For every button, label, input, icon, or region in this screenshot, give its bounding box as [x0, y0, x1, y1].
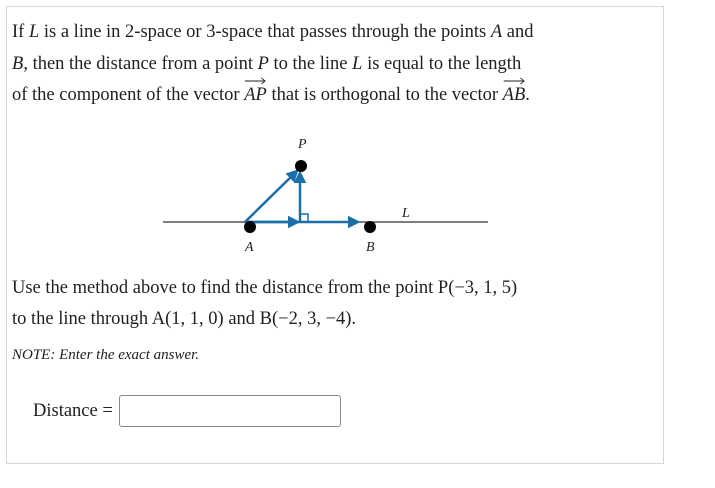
intro-line-1: If L is a line in 2-space or 3-space that passes through the points A and [12, 22, 534, 42]
intro-line-3: of the component of the vector AP that is orthogonal to the vector AB. [12, 80, 662, 112]
vector-ap: AP [244, 80, 267, 112]
distance-input[interactable] [119, 395, 341, 427]
vector-AP-arrow [245, 171, 297, 222]
vector-arrow-icon [503, 77, 526, 85]
intro-text [12, 17, 662, 112]
label-B: B [366, 240, 375, 255]
intro-line-2: B, then the distance from a point P to the line L is equal to the length [12, 53, 522, 74]
point-P [295, 160, 307, 172]
distance-label: Distance = [33, 400, 113, 421]
question-line-2: to the line through A(1, 1, 0) and B(−2, 3, −4). [12, 309, 357, 329]
label-P: P [298, 137, 307, 152]
answer-row [33, 395, 341, 427]
vector-ab: AB [503, 80, 526, 112]
vector-arrow-icon [244, 77, 267, 85]
projection-diagram [157, 129, 497, 269]
point-A [244, 221, 256, 233]
point-B [364, 221, 376, 233]
question-text [12, 273, 662, 335]
label-A: A [245, 240, 254, 255]
question-line-1: Use the method above to find the distance from the point P(−3, 1, 5) [12, 278, 518, 298]
diagram-svg [157, 129, 497, 269]
label-L: L [402, 206, 410, 221]
question-card [6, 6, 664, 464]
note-text: NOTE: Enter the exact answer. [12, 347, 200, 363]
